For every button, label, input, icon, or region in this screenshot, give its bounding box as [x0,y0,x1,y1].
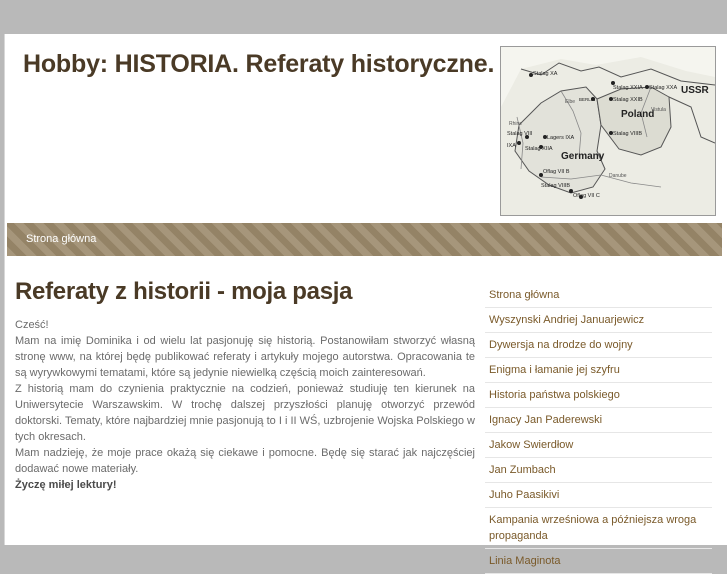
map-label: Vistula [651,107,666,113]
map-label: Stalag VIIIB [613,131,643,137]
map-label: Lagers IXA [547,135,575,141]
post-paragraph: Z historią mam do czynienia praktycznie na codzień, ponieważ studiuję ten kierunek na Uniwersytecie Warszawskim. W trochę dalszej przyszłości planuję otworzyć przewód doktorski. Tematy, które najbardziej mnie pasjonują to I i II WŚ, uzbrojenie Wojska Polskiego w tych okresach. [15,383,475,443]
map-label: Germany [561,151,605,162]
map-drawing [501,47,715,215]
sidebar-item [485,408,712,433]
map-label: Stalag XXIB [613,97,643,103]
sidebar-link-dywersja[interactable]: Dywersja na drodze do wojny [489,339,633,351]
map-label: BERLIN [579,97,596,102]
map-label: Stalag XXA [649,85,678,91]
sidebar-link-historia[interactable]: Historia państwa polskiego [489,389,620,401]
sidebar-item [485,433,712,458]
browser-top-strip [0,0,727,34]
sidebar-link-swierdlow[interactable]: Jakow Swierdłow [489,439,574,451]
map-label: Stalag VIIIB [541,183,571,189]
nav-item-home[interactable]: Strona główna [26,233,97,245]
page-container [4,34,727,567]
post-closing: Życzę miłej lektury! [15,479,117,491]
main-content [15,278,475,493]
sidebar [485,283,712,574]
site-title[interactable]: Hobby: HISTORIA. Referaty historyczne. [23,50,495,78]
header-map-image [500,46,716,216]
post-title: Referaty z historii - moja pasja [15,278,353,305]
map-label: Oflag VII C [573,193,600,199]
sidebar-link-zumbach[interactable]: Jan Zumbach [489,464,556,476]
sidebar-menu [485,283,712,574]
sidebar-link-enigma[interactable]: Enigma i łamanie jej szyfru [489,364,620,376]
post-paragraph: Mam nadzieję, że moje prace okażą się ciekawe i pomocne. Będę się starać jak najczęściej dodawać nowe materiały. [15,447,475,475]
sidebar-link-kampania[interactable]: Kampania wrześniowa a późniejsza wroga propaganda [489,514,697,542]
sidebar-item [485,383,712,408]
map-label: USSR [681,85,709,96]
map-label: Poland [621,109,655,120]
sidebar-item [485,549,712,574]
map-label: Stalag XIIA [525,146,553,152]
sidebar-item [485,333,712,358]
map-label: Stalag XXIA [613,85,643,91]
map-label: Danube [609,173,627,179]
post-paragraph: Cześć! [15,319,49,331]
sidebar-item [485,508,712,549]
map-label: Stalag XA [533,71,558,77]
main-navigation [7,223,722,256]
map-label: Stalag VIII [507,131,533,137]
map-label: Rhine [509,121,523,127]
sidebar-link-paasikivi[interactable]: Juho Paasikivi [489,489,560,501]
sidebar-item [485,458,712,483]
post-body [15,317,475,493]
sidebar-link-maginot[interactable]: Linia Maginota [489,555,561,567]
sidebar-item [485,358,712,383]
sidebar-link-home[interactable]: Strona główna [489,289,560,301]
sidebar-item [485,283,712,308]
sidebar-item [485,308,712,333]
map-label: IXA [507,143,516,149]
post-paragraph: Mam na imię Dominika i od wielu lat pasjonuję się historią. Postanowiłam stworzyć własną stronę www, na której będę publikować referaty i artykuły mojego autorstwa. Opracowania te są wyrywkowymi tematami, które są jedynie niewielką częścią moich zainteresowań. [15,335,475,379]
sidebar-link-paderewski[interactable]: Ignacy Jan Paderewski [489,414,603,426]
site-header [5,34,727,223]
map-label: Elbe [565,99,576,105]
map-label: Oflag VII B [543,169,570,175]
sidebar-item [485,483,712,508]
sidebar-link-wyszynski[interactable]: Wyszynski Andriej Januarjewicz [489,314,645,326]
